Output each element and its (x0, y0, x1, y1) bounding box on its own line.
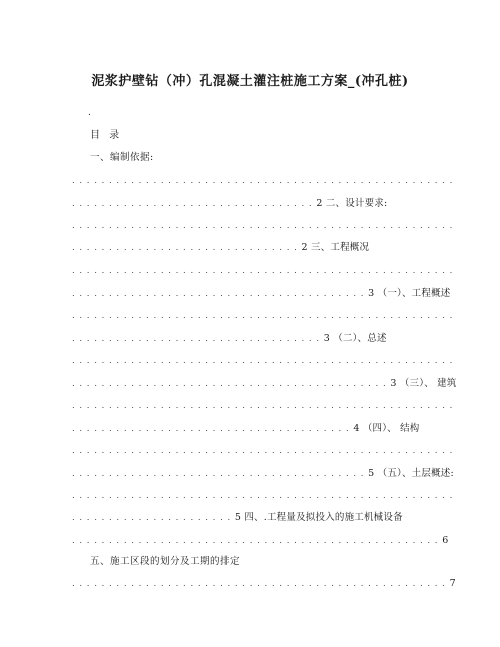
toc-leader-dots: . . . . . . . . . . . . . . . . . . . . . . . . . . . . . . . . . . . . . . . . . . . . . . . . . . . . (72, 401, 454, 411)
toc-leader-dots: . . . . . . . . . . . . . . . . . . . . . . . . . . . . . . . . . . . . . . . . . . . . . . . . . . . . (72, 446, 454, 456)
toc-leader-dots: . . . . . . . . . . . . . . . . . . . . . . . . . . . . . . . . . . . . . . . . . . . (72, 379, 391, 389)
toc-leader-dots: . . . . . . . . . . . . . . . . . . . . . . . . . . . . . . . (72, 243, 302, 253)
toc-line (72, 265, 454, 277)
document-title: 泥浆护壁钻（冲）孔混凝土灌注桩施工方案_(冲孔桩) (91, 74, 409, 89)
toc-leader-dots: . . . . . . . . . . . . . . . . . . . . . . . . . . . . . . . . . . . . . . . . . . . . . . . . . . . . (72, 356, 454, 366)
toc-entry-text: 4 （四）、 结构 (353, 423, 420, 434)
toc-line (72, 468, 454, 480)
toc-leader-dots: . . . . . . . . . . . . . . . . . . . . . . . . . . . . . . . . . . . . . . . . . . . . . . . . . . . . (72, 311, 454, 321)
toc-entry-text: 2 二、设计要求: (316, 198, 388, 209)
toc-entry-text: 5 四、.工程量及拟投入的施工机械设备 (234, 512, 403, 523)
paragraph-mark: . (88, 108, 91, 118)
toc-leader-dots: . . . . . . . . . . . . . . . . . . . . . . . . . . . . . . . . . . . . . . . . . . . . . . . . . . (72, 536, 443, 546)
toc-line (72, 333, 450, 345)
toc-line (72, 175, 454, 187)
toc-leader-dots: . . . . . . . . . . . . . . . . . . . . . . . . . . . . . . . . . . . . . . . . (72, 289, 369, 299)
toc-line (72, 242, 450, 254)
toc-leader-dots: . . . . . . . . . . . . . . . . . . . . . . . . . . . . . . . . . . . . . . . . (72, 469, 369, 479)
toc-line (90, 556, 468, 568)
toc-line (72, 310, 454, 322)
toc-entry-text: 3 （二）、总述 (323, 333, 387, 344)
toc-entry-text: 6 (442, 535, 449, 546)
toc-line (90, 152, 468, 164)
toc-line (72, 220, 454, 232)
toc-line (72, 288, 450, 300)
toc-line (72, 578, 456, 590)
toc-line (72, 400, 454, 412)
toc-entry-text: 7 (449, 578, 456, 589)
toc-line (72, 512, 450, 524)
toc-leader-dots: . . . . . . . . . . . . . . . . . . . . . . . . . . . . . . . . . . (72, 334, 324, 344)
toc-entry-text: 2 三、工程概况 (301, 242, 370, 253)
toc-leader-dots: . . . . . . . . . . . . . . . . . . . . . . (72, 513, 235, 523)
toc-line (72, 423, 450, 435)
toc-line (72, 535, 450, 547)
toc-entry-text: 一、编制依据: (90, 152, 154, 163)
toc-leader-dots: . . . . . . . . . . . . . . . . . . . . . . . . . . . . . . . . . . . . . . (72, 424, 354, 434)
toc-leader-dots: . . . . . . . . . . . . . . . . . . . . . . . . . . . . . . . . . (72, 199, 317, 209)
toc-leader-dots: . . . . . . . . . . . . . . . . . . . . . . . . . . . . . . . . . . . . . . . . . . . . . . . . . . . . (72, 221, 454, 231)
toc-line (72, 378, 457, 390)
toc-line (72, 198, 450, 210)
toc-leader-dots: . . . . . . . . . . . . . . . . . . . . . . . . . . . . . . . . . . . . . . . . . . . . . . . . . . . . (72, 266, 454, 276)
toc-leader-dots: . . . . . . . . . . . . . . . . . . . . . . . . . . . . . . . . . . . . . . . . . . . . . . . . . . . (72, 579, 450, 589)
toc-leader-dots: . . . . . . . . . . . . . . . . . . . . . . . . . . . . . . . . . . . . . . . . . . . . . . . . . . . . (72, 491, 454, 501)
toc-entry-text: 5 （五）、土层概述: (368, 468, 454, 479)
toc-heading: 目 录 (90, 130, 123, 141)
toc-entry-text: 3 （三）、 建筑 (390, 378, 457, 389)
toc-line (72, 490, 454, 502)
toc-leader-dots: . . . . . . . . . . . . . . . . . . . . . . . . . . . . . . . . . . . . . . . . . . . . . . . . . . . . (72, 176, 454, 186)
toc-line (72, 445, 454, 457)
toc-line (72, 355, 454, 367)
toc-entry-text: 3 （一）、工程概述 (368, 288, 451, 299)
toc-entry-text: 五、施工区段的划分及工期的排定 (90, 556, 241, 567)
